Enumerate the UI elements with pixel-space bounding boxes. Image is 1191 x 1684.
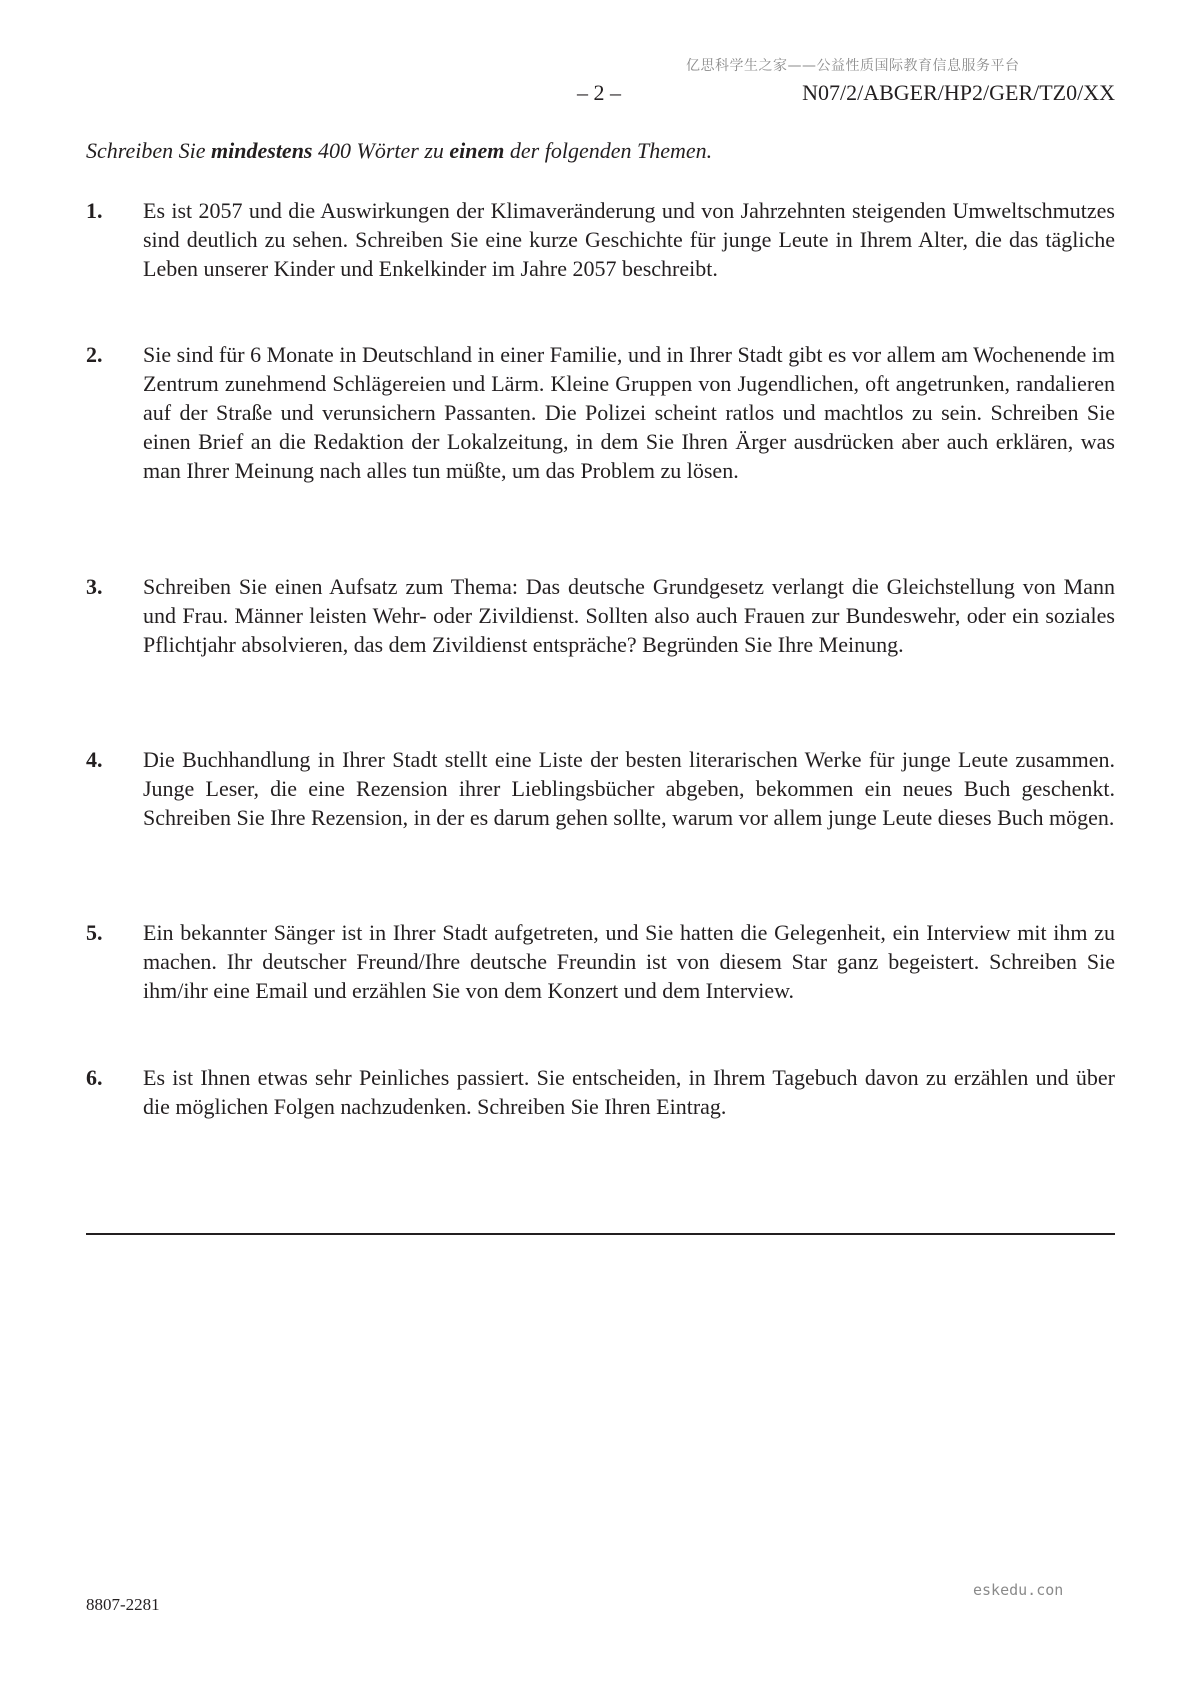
question-6 [86,1063,1115,1121]
question-text: Die Buchhandlung in Ihrer Stadt stellt eine Liste der besten literarischen Werke für junge Leute zusammen. Junge Leser, die eine Rezension ihrer Lieblingsbücher abgeben, bekommen ein neues Buch geschenkt. Schreiben Sie Ihre Rezension, in der es darum gehen sollte, warum vor allem junge Leute dieses Buch mögen. [143,747,1115,830]
document-code: N07/2/ABGER/HP2/GER/TZ0/XX [802,80,1115,105]
question-4 [86,745,1115,832]
question-text: Es ist 2057 und die Auswirkungen der Klimaveränderung und von Jahrzehnten steigenden Umweltschmutzes sind deutlich zu sehen. Schreiben Sie eine kurze Geschichte für junge Leute in Ihrem Alter, die das tägliche Leben unserer Kinder und Enkelkinder im Jahre 2057 beschreibt. [143,198,1115,281]
watermark-top: 亿思科学生之家——公益性质国际教育信息服务平台 [686,58,1020,74]
watermark-bottom: eskedu.con [973,1581,1064,1599]
question-number: 1. [86,198,103,223]
page-number: – 2 – [577,80,621,105]
question-number: 6. [86,1065,103,1090]
question-text: Sie sind für 6 Monate in Deutschland in einer Familie, und in Ihrer Stadt gibt es vor allem am Wochenende im Zentrum zunehmend Schlägereien und Lärm. Kleine Gruppen von Jugendlichen, oft angetrunken, randalieren auf der Straße und verunsichern Passanten. Die Polizei scheint ratlos und machtlos zu sein. Schreiben Sie einen Brief an die Redaktion der Lokalzeitung, in dem Sie Ihren Ärger ausdrücken aber auch erklären, was man Ihrer Meinung nach alles tun müßte, um das Problem zu lösen. [143,342,1115,483]
question-number: 4. [86,747,103,772]
question-text: Schreiben Sie einen Aufsatz zum Thema: Das deutsche Grundgesetz verlangt die Gleichstellung von Mann und Frau. Männer leisten Wehr- oder Zivildienst. Sollten also auch Frauen zur Bundeswehr, oder ein soziales Pflichtjahr absolvieren, das dem Zivildienst entspräche? Begründen Sie Ihre Meinung. [143,574,1115,657]
instruction [86,138,712,164]
instruction-part: Schreiben Sie [86,138,212,163]
question-number: 5. [86,920,103,945]
question-5 [86,918,1115,1005]
horizontal-rule [86,1233,1115,1235]
question-number: 2. [86,342,103,367]
question-text: Es ist Ihnen etwas sehr Peinliches passiert. Sie entscheiden, in Ihrem Tagebuch davon zu erzählen und über die möglichen Folgen nachzudenken. Schreiben Sie Ihren Eintrag. [143,1065,1115,1119]
question-3 [86,572,1115,659]
question-number: 3. [86,574,103,599]
question-2 [86,340,1115,485]
instruction-emphasis: einem [449,138,505,163]
instruction-part: der folgenden Themen. [504,138,713,163]
instruction-part: 400 Wörter zu [312,138,450,163]
instruction-emphasis: mindestens [211,138,313,163]
footer-code: 8807-2281 [86,1595,160,1614]
question-text: Ein bekannter Sänger ist in Ihrer Stadt aufgetreten, und Sie hatten die Gelegenheit, ein Interview mit ihm zu machen. Ihr deutscher Freund/Ihre deutsche Freundin ist von diesem Star ganz begeistert. Schreiben Sie ihm/ihr eine Email und erzählen Sie von dem Konzert und dem Interview. [143,920,1115,1003]
question-1 [86,196,1115,283]
